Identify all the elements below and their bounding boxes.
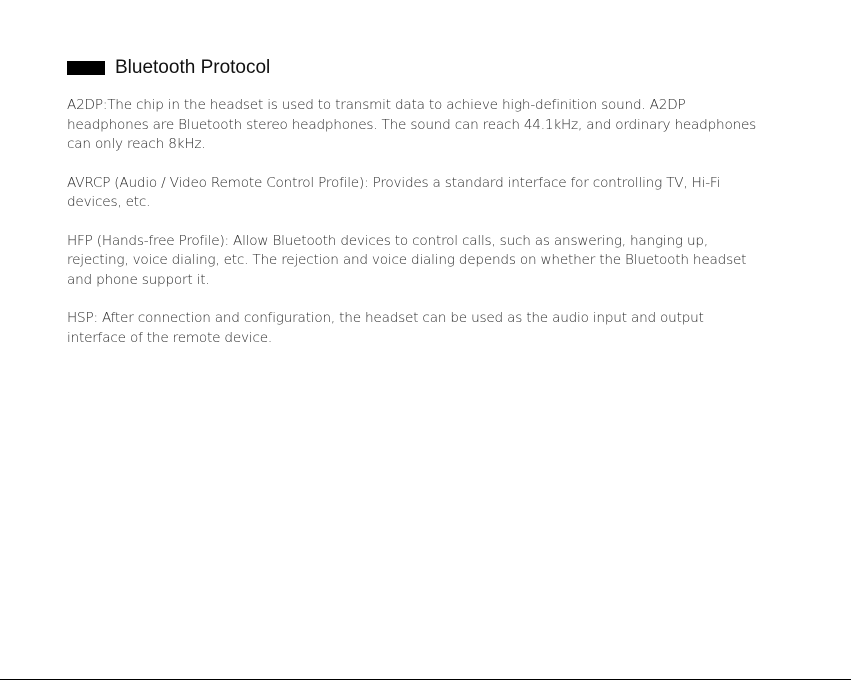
- paragraph-a2dp: A2DP:The chip in the headset is used to transmit data to achieve high-definition sound. A2DP headphones are Bluetooth stereo headphones. The sound can reach 44.1kHz, and ordinary headphones can only reach 8kHz.: [67, 97, 757, 152]
- section-body: [67, 96, 757, 367]
- paragraph-hsp: HSP: After connection and configuration, the headset can be used as the audio input and output interface of the remote device.: [67, 310, 704, 346]
- section-heading: [67, 56, 270, 80]
- paragraph-hfp: HFP (Hands-free Profile): Allow Bluetooth devices to control calls, such as answering, hanging up, rejecting, voice dialing, etc. The rejection and voice dialing depends on whether the Bluetooth headset and phone support it.: [67, 232, 747, 288]
- page-bottom-divider: [0, 679, 851, 680]
- paragraph-avrcp: AVRCP (Audio / Video Remote Control Profile): Provides a standard interface for controlling TV, Hi-Fi devices, etc.: [67, 174, 721, 210]
- heading-marker-bar: [67, 61, 105, 75]
- section-title: Bluetooth Protocol: [115, 57, 271, 78]
